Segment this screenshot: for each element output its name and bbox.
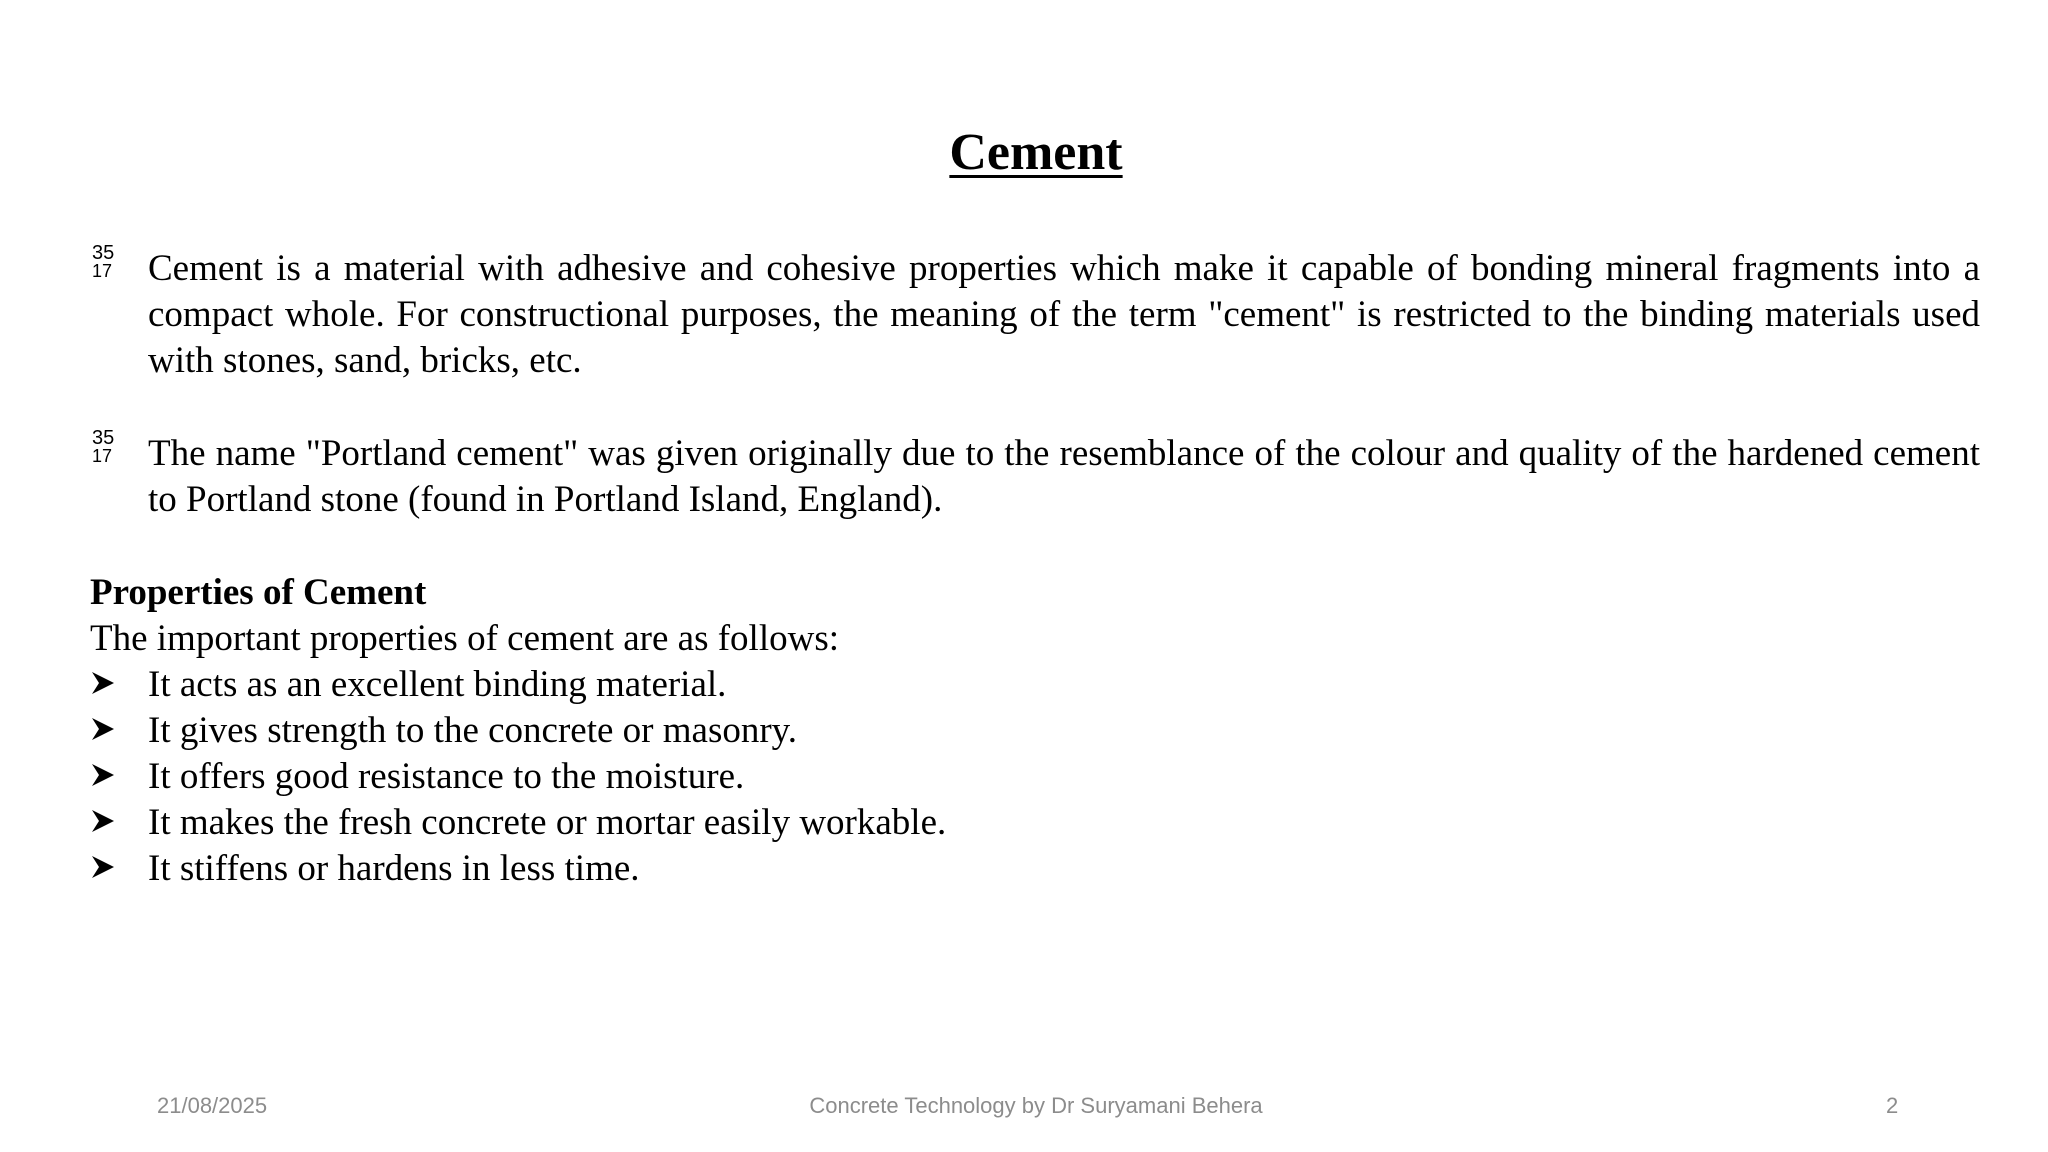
properties-intro: The important properties of cement are as follows: (90, 618, 839, 659)
paragraph-portland: The name "Portland cement" was given originally due to the resemblance of the colour and quality of the hardened cement to Portland stone (found in Portland Island, England). (148, 433, 1980, 520)
marker-top: 35 (92, 427, 115, 449)
list-item-text: It stiffens or hardens in less time. (148, 848, 640, 889)
paragraph-definition: Cement is a material with adhesive and cohesive properties which make it capable of bonding mineral fragments into a compact whole. For constructional purposes, the meaning of the term "cement" is restricted to the binding materials used with stones, sand, bricks, etc. (148, 248, 1980, 381)
marker-bottom: 17 (92, 261, 113, 281)
arrowhead-bullet-icon (90, 762, 116, 788)
marker-top: 35 (92, 242, 115, 264)
marker-bottom: 17 (92, 446, 113, 466)
arrowhead-bullet-icon (90, 670, 116, 696)
footer-page-number: 2 (1886, 1093, 1899, 1118)
list-item-text: It gives strength to the concrete or masonry. (148, 710, 798, 751)
footer-title: Concrete Technology by Dr Suryamani Behera (809, 1093, 1263, 1118)
arrowhead-bullet-icon (90, 808, 116, 834)
paragraph-marker (92, 244, 122, 280)
list-item-text: It makes the fresh concrete or mortar easily workable. (148, 802, 947, 843)
footer-date: 21/08/2025 (157, 1093, 268, 1118)
arrowhead-bullet-icon (90, 854, 116, 880)
slide-title: Cement (949, 124, 1123, 181)
properties-heading: Properties of Cement (90, 572, 427, 613)
arrowhead-bullet-icon (90, 716, 116, 742)
paragraph-marker (92, 429, 122, 465)
list-item-text: It offers good resistance to the moisture. (148, 756, 745, 797)
list-item-text: It acts as an excellent binding material. (148, 664, 727, 705)
